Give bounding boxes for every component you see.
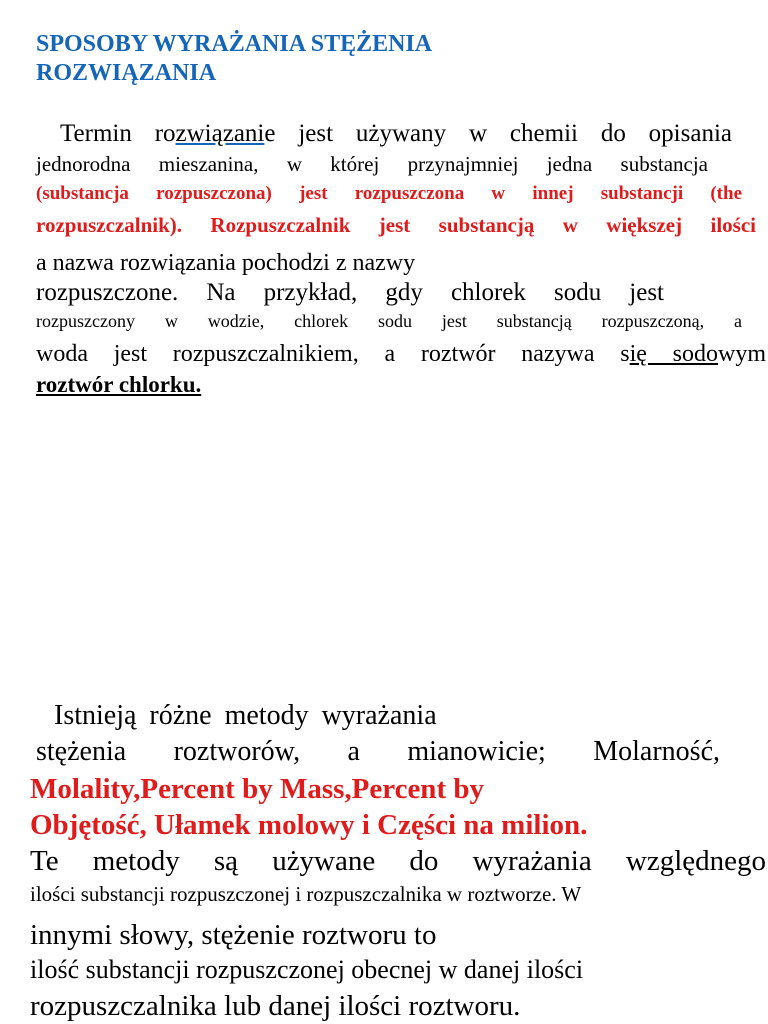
title-line-1: SPOSOBY WYRAŻANIA STĘŻENIA [36, 31, 433, 57]
underlined-phrase: ię sodo [629, 341, 718, 367]
underlined-word: związani [175, 120, 265, 147]
p1-line-9: roztwór chlorku. [36, 372, 202, 397]
p2-line-1: Istnieją różne metody wyrażania [54, 700, 437, 731]
p1-line-2: jednorodna mieszanina, w której przynajmniej jedna substancja [36, 152, 708, 176]
title-line-2: ROZWIĄZANIA [36, 60, 217, 86]
p1-line-6: rozpuszczone. Na przykład, gdy chlorek sodu jest [36, 279, 664, 306]
p1-line-1: Termin rozwiązanie jest używany w chemii do opisania [60, 120, 732, 147]
p2-line-7: innymi słowy, stężenie roztworu to [30, 919, 437, 951]
p2-line-6: ilości substancji rozpuszczonej i rozpuszczalnika w roztworze. W [30, 882, 582, 906]
p2-line-5: Te metody są używane do wyrażania względnego [30, 845, 766, 877]
p1-line-7: rozpuszczony w wodzie, chlorek sodu jest substancją rozpuszczoną, a [36, 311, 742, 331]
p2-line-8: ilość substancji rozpuszczonej obecnej w danej ilości [30, 955, 584, 984]
p2-line-4: Objętość, Ułamek molowy i Części na milion. [30, 809, 588, 841]
p1-line-8: woda jest rozpuszczalnikiem, a roztwór nazywa się sodowym [36, 341, 766, 367]
page-title [36, 30, 736, 88]
p1-line-5: a nazwa rozwiązania pochodzi z nazwy [36, 250, 416, 276]
p2-line-3: Molality,Percent by Mass,Percent by [30, 773, 484, 805]
p2-line-9: rozpuszczalnika lub danej ilości roztworu. [30, 990, 521, 1022]
p2-line-2: stężenia roztworów, a mianowicie; Molarność, [36, 736, 720, 767]
p1-line-3: (substancja rozpuszczona) jest rozpuszczona w innej substancji (the [36, 183, 742, 204]
p1-line-4: rozpuszczalnik). Rozpuszczalnik jest substancją w większej ilości [36, 213, 756, 237]
